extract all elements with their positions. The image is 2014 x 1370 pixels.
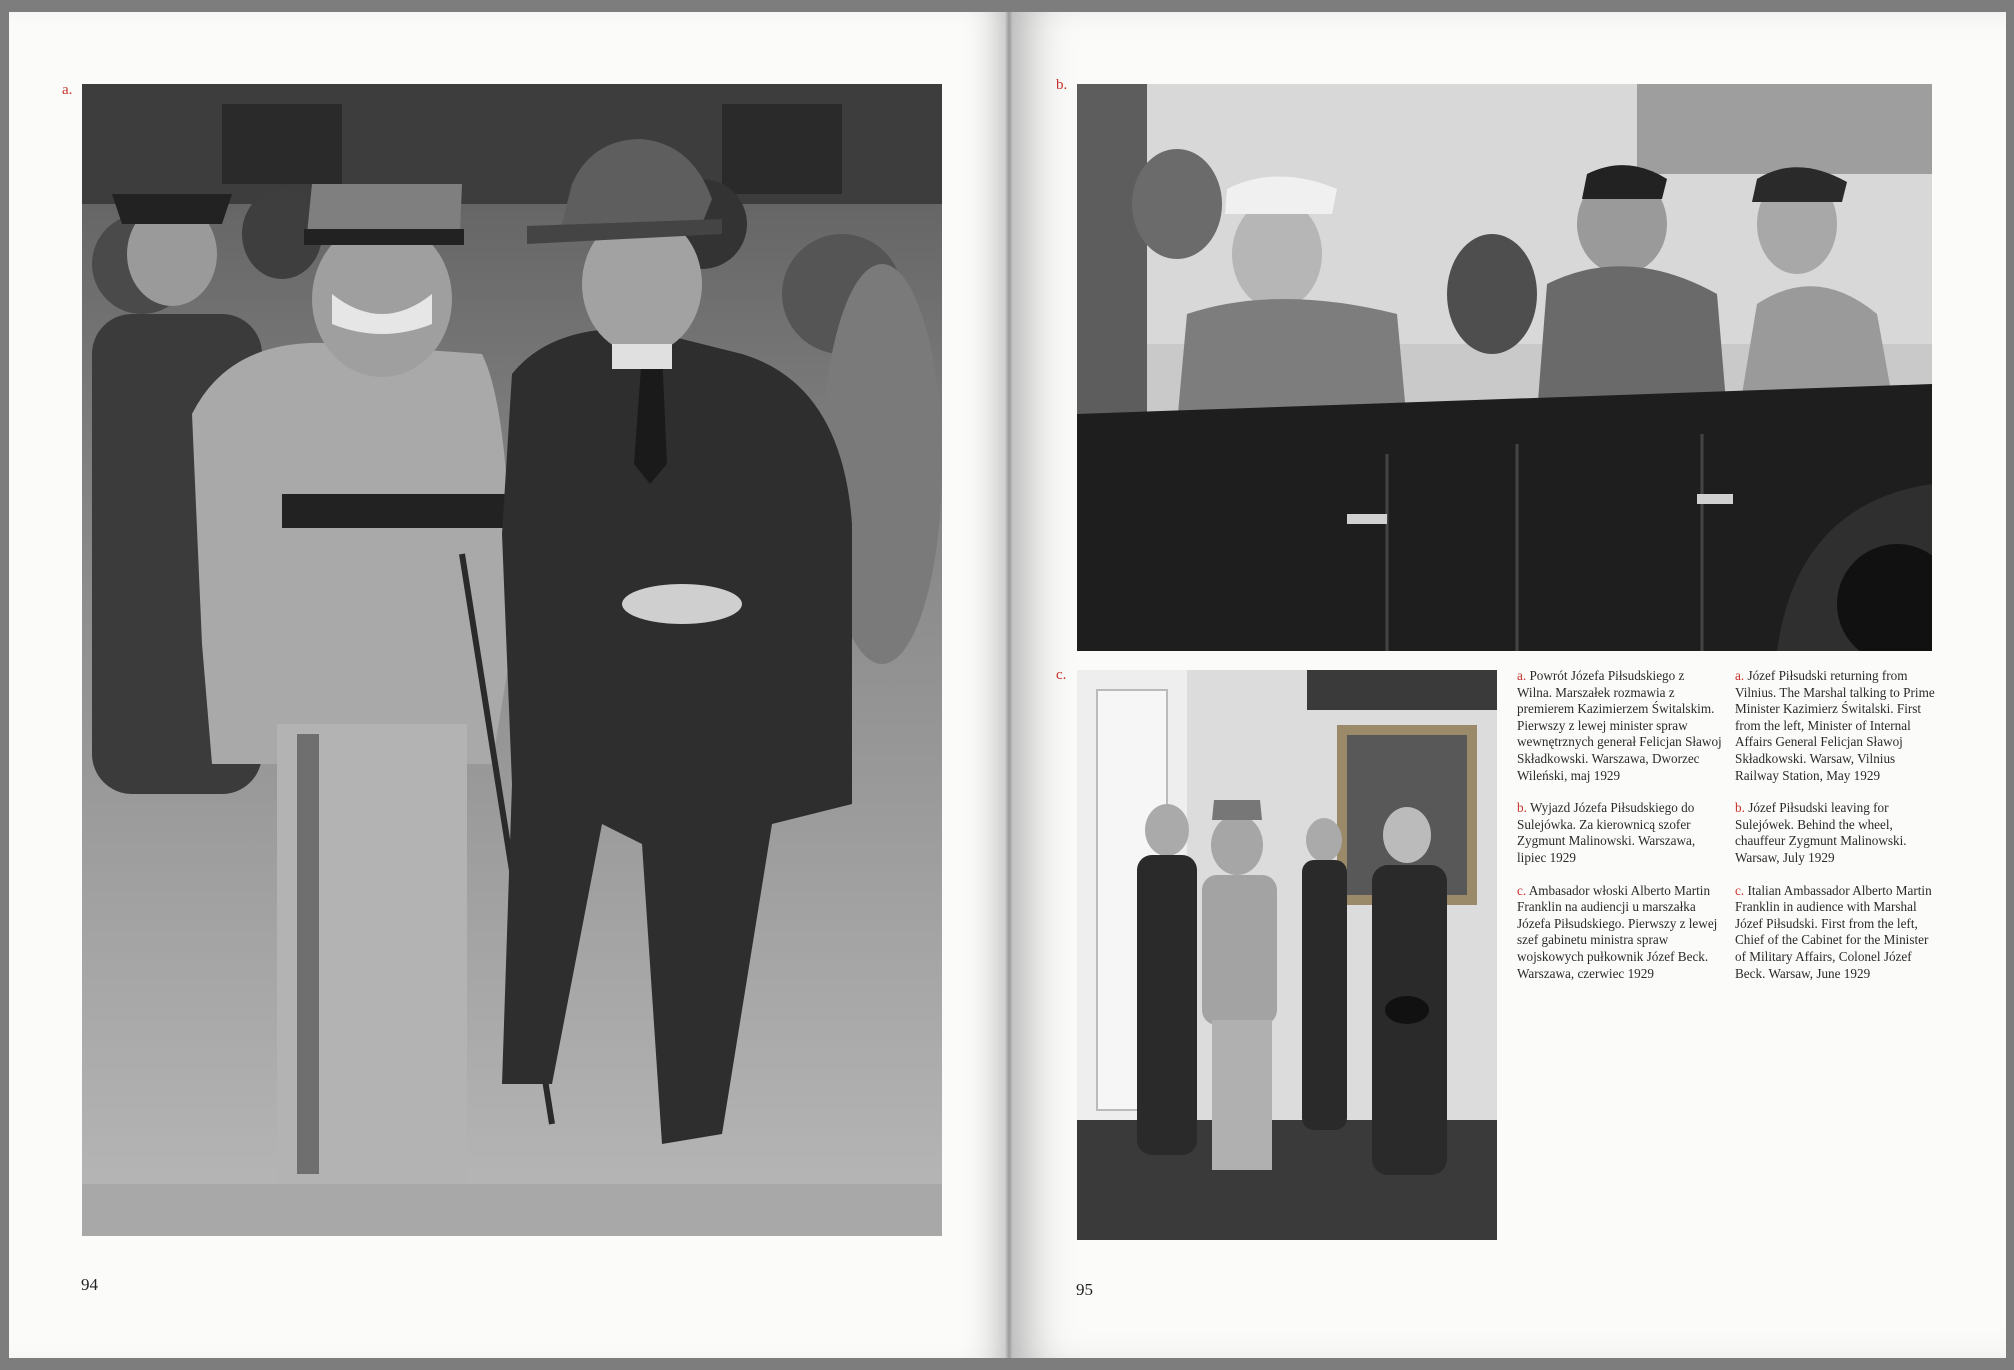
caption-pl-a: a. Powrót Józefa Piłsudskiego z Wilna. Marszałek rozmawia z premierem Kazimierzem Świtalskim. Pierwszy z lewej minister spraw wewnętrznych generał Felicjan Sławoj Składkowski. Warszawa, Dworzec Wileński, maj 1929 — [1517, 668, 1722, 783]
caption-en-b: b. Józef Piłsudski leaving for Sulejówek. Behind the wheel, chauffeur Zygmunt Malinowski. Warsaw, July 1929 — [1735, 800, 1907, 865]
page-number-left: 94 — [81, 1275, 98, 1294]
figure-label-b: b. — [1056, 77, 1068, 93]
caption-pl-c: c. Ambasador włoski Alberto Martin Franklin na audiencji u marszałka Józefa Piłsudskiego. Pierwszy z lewej szef gabinetu ministra spraw wojskowych pułkownik Józef Beck. Warszawa, czerwiec 1929 — [1517, 882, 1718, 981]
caption-en-a: a. Józef Piłsudski returning from Vilnius. The Marshal talking to Prime Minister Kazimierz Świtalski. First from the left, Minister of Internal Affairs General Felicjan Sławoj Składkowski. Warsaw, Vilnius Railway Station, May 1929 — [1735, 668, 1935, 783]
page-number-right: 95 — [1076, 1280, 1093, 1299]
captions-english — [1735, 668, 1940, 998]
captions-polish — [1517, 668, 1722, 998]
photo-a-marshal-walking — [82, 84, 942, 1236]
figure-label-c: c. — [1056, 667, 1067, 683]
caption-en-c: c. Italian Ambassador Alberto Martin Franklin in audience with Marshal Józef Piłsudski. First from the left, Chief of the Cabinet for the Minister of Military Affairs, Colonel Józef Beck. Warsaw, June 1929 — [1735, 882, 1932, 981]
figure-label-a: a. — [62, 82, 73, 98]
photo-b-car-departure — [1077, 84, 1932, 651]
caption-pl-b: b. Wyjazd Józefa Piłsudskiego do Sulejówka. Za kierownicą szofer Zygmunt Malinowski. Warszawa, lipiec 1929 — [1517, 800, 1696, 865]
photo-c-audience — [1077, 670, 1497, 1240]
